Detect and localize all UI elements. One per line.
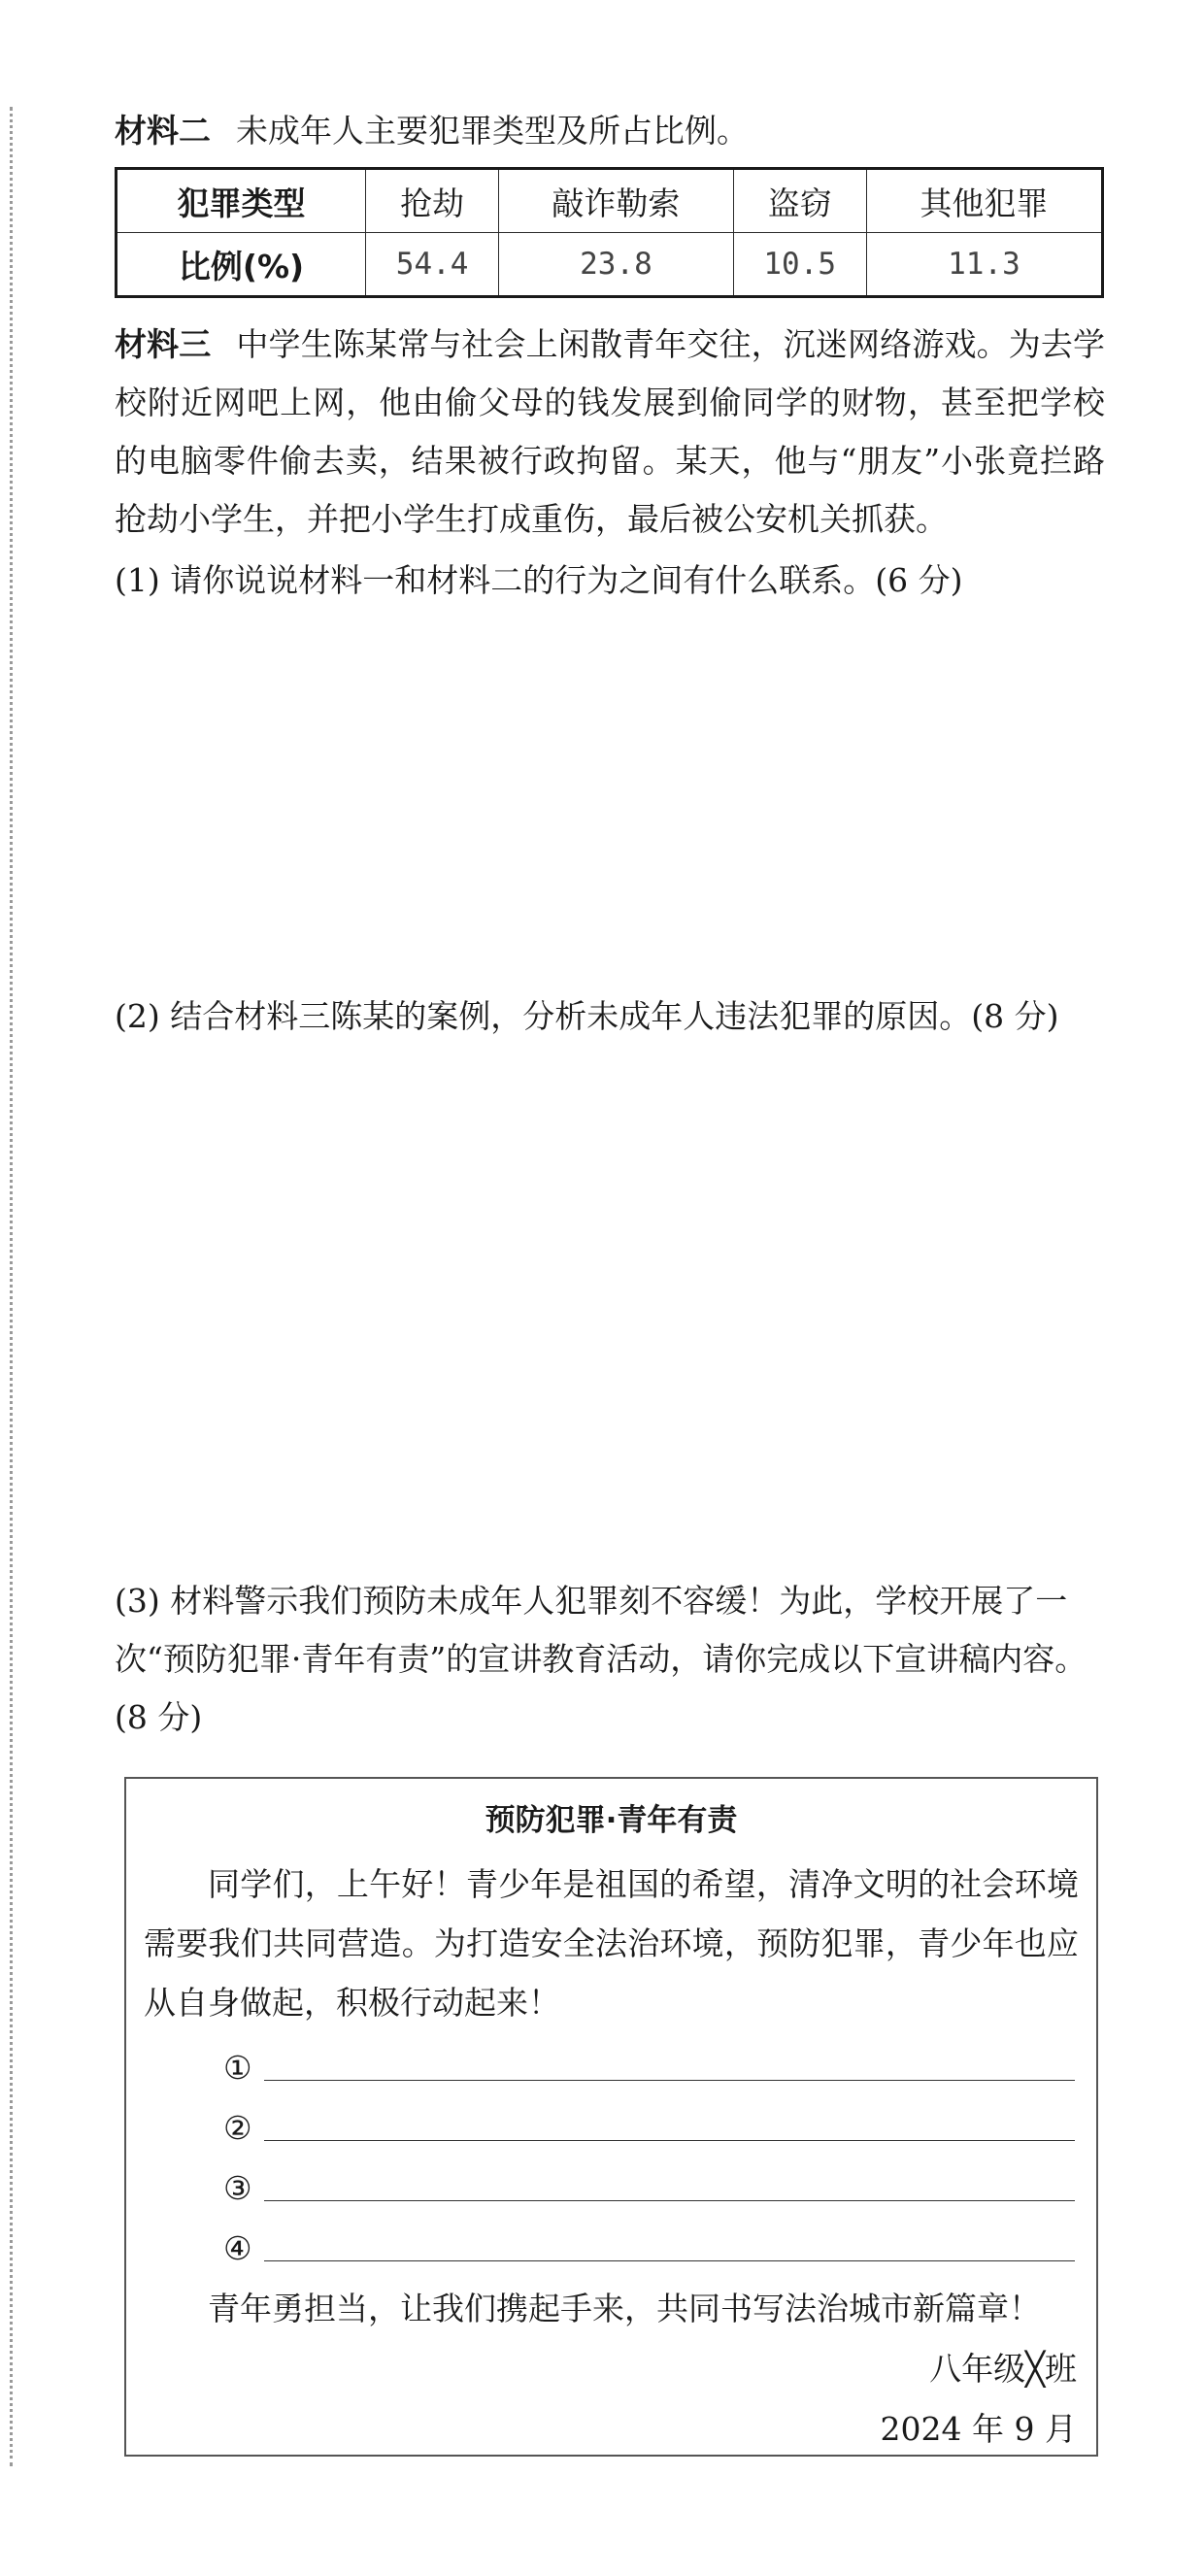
table-header-crime-type: 犯罪类型	[117, 169, 366, 233]
material2-label: 材料二	[115, 112, 211, 150]
blank-number: ①	[223, 2049, 252, 2087]
table-cell-percent: 11.3	[866, 233, 1102, 297]
table-cell-percent: 54.4	[366, 233, 499, 297]
material3-paragraph	[115, 316, 1105, 549]
answer-line[interactable]	[264, 2169, 1075, 2201]
speech-draft-box	[124, 1777, 1098, 2457]
answer-blank-4	[223, 2213, 1079, 2273]
blank-number: ③	[223, 2169, 252, 2207]
table-cell-percent: 10.5	[733, 233, 866, 297]
material2-text: 未成年人主要犯罪类型及所占比例。	[236, 112, 749, 150]
material3-text: 中学生陈某常与社会上闲散青年交往，沉迷网络游戏。为去学校附近网吧上网，他由偷父母的钱发展到偷同学的财物，甚至把学校的电脑零件偷去卖，结果被行政拘留。某天，他与“朋友”小张竟拦路抢劫小学生，并把小学生打成重伤，最后被公安机关抓获。	[115, 325, 1106, 538]
answer-line[interactable]	[264, 2049, 1075, 2081]
question-1: (1) 请你说说材料一和材料二的行为之间有什么联系。(6 分)	[115, 561, 963, 599]
table-cell-type: 盗窃	[733, 169, 866, 233]
answer-blank-1	[223, 2032, 1079, 2092]
blank-number: ②	[223, 2109, 252, 2147]
blank-number: ④	[223, 2229, 252, 2267]
table-cell-type: 其他犯罪	[866, 169, 1102, 233]
speech-closing: 青年勇担当，让我们携起手来，共同书写法治城市新篇章！	[208, 2290, 1041, 2327]
speech-signature: 八年级╳班	[929, 2350, 1077, 2388]
answer-line[interactable]	[264, 2109, 1075, 2141]
material3-label: 材料三	[115, 325, 212, 363]
speech-title: 预防犯罪·青年有责	[485, 1803, 738, 1838]
question-2: (2) 结合材料三陈某的案例，分析未成年人违法犯罪的原因。(8 分)	[115, 997, 1059, 1035]
binding-dotted-line	[10, 107, 13, 2466]
table-cell-type: 敲诈勒索	[499, 169, 733, 233]
table-header-percent: 比例(%)	[117, 233, 366, 297]
exam-page	[115, 107, 1106, 2448]
answer-line[interactable]	[264, 2229, 1075, 2261]
crime-type-table	[115, 167, 1104, 298]
speech-body: 同学们，上午好！青少年是祖国的希望，清净文明的社会环境需要我们共同营造。为打造安全法治环境，预防犯罪，青少年也应从自身做起，积极行动起来！	[144, 1865, 1079, 2022]
table-row	[117, 169, 1103, 233]
speech-date: 2024 年 9 月	[880, 2410, 1077, 2448]
material2-heading	[115, 107, 1105, 155]
table-cell-percent: 23.8	[499, 233, 733, 297]
question-3: (3) 材料警示我们预防未成年人犯罪刻不容缓！为此，学校开展了一次“预防犯罪·青年有责”的宣讲教育活动，请你完成以下宣讲稿内容。(8 分)	[115, 1582, 1087, 1736]
table-cell-type: 抢劫	[366, 169, 499, 233]
table-row	[117, 233, 1103, 297]
answer-blank-3	[223, 2153, 1079, 2213]
answer-blank-2	[223, 2092, 1079, 2153]
